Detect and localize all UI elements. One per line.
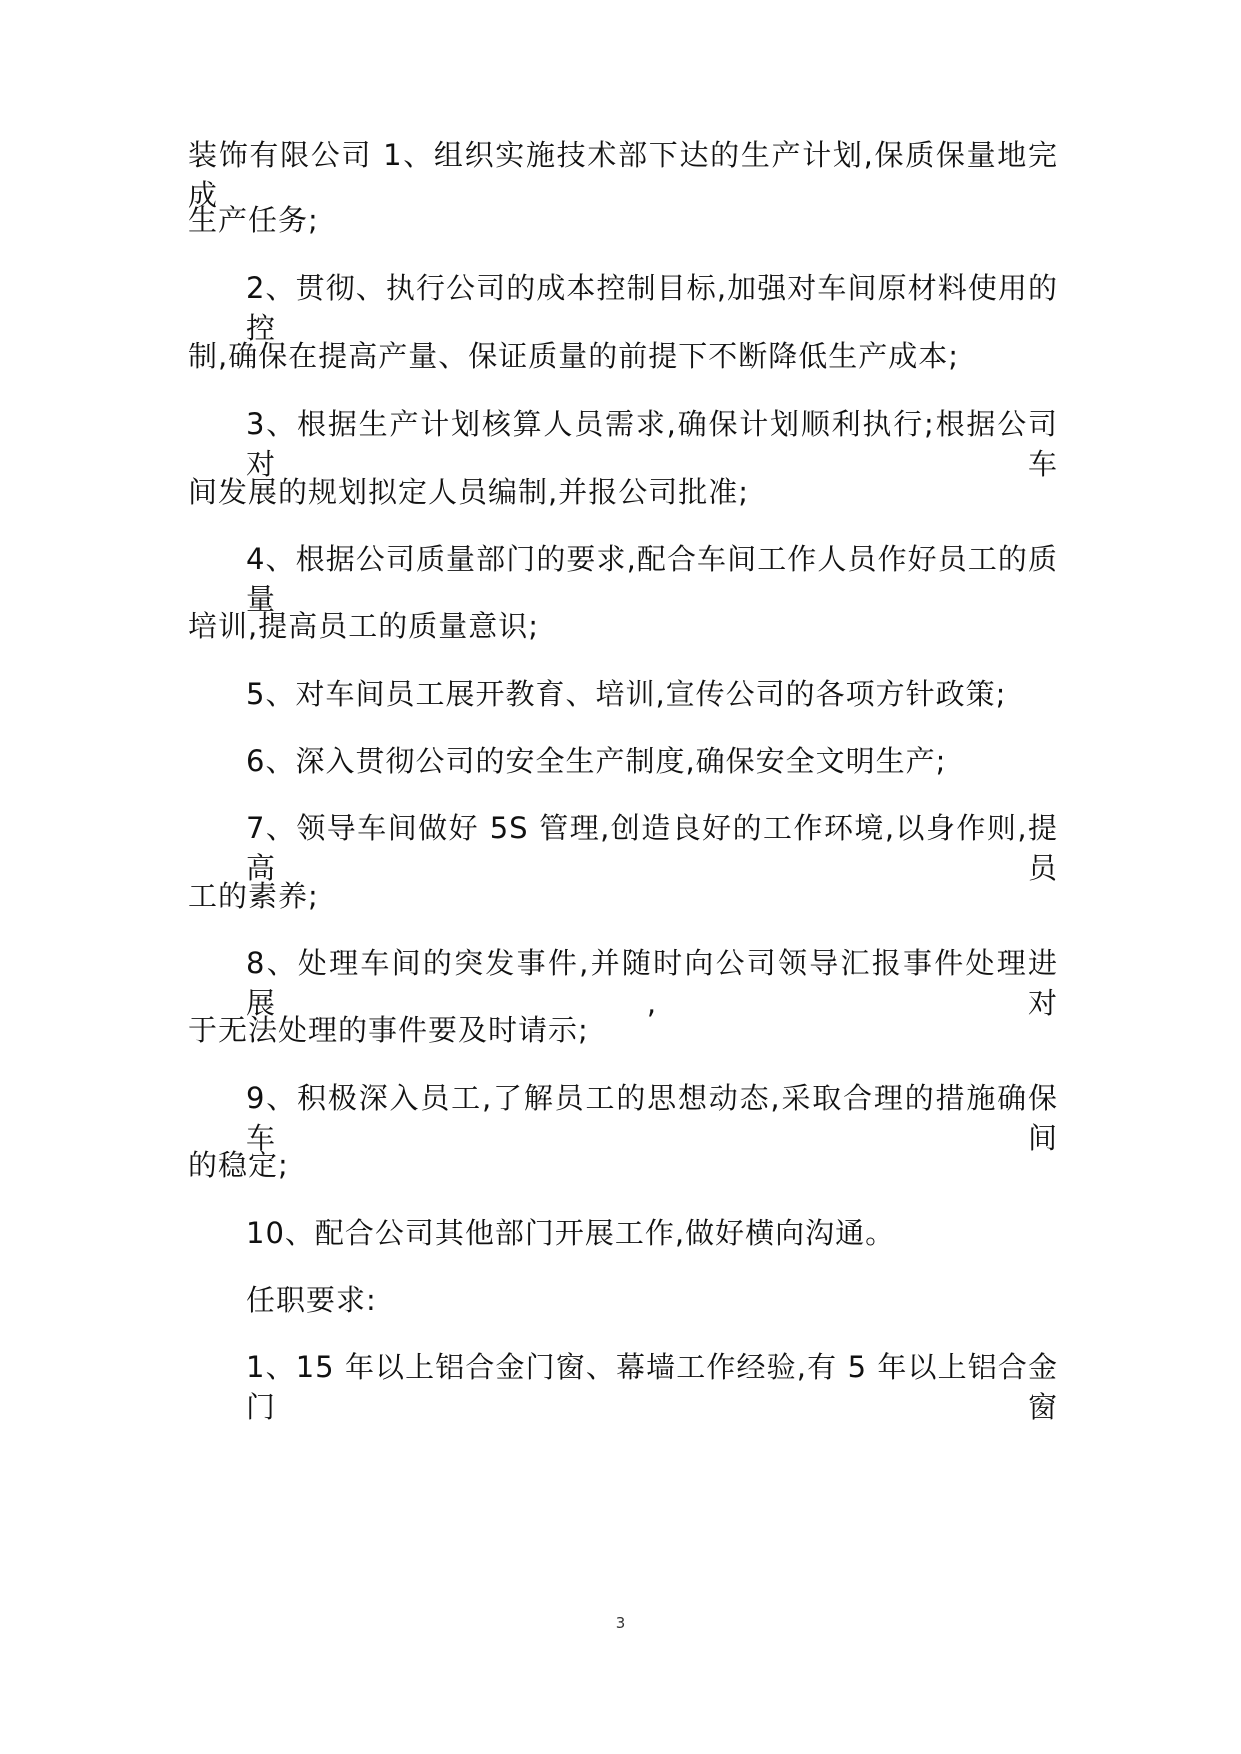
text-line: 2、贯彻、执行公司的成本控制目标,加强对车间原材料使用的控 bbox=[246, 271, 1058, 345]
page-number: 3 bbox=[615, 1614, 626, 1632]
text-line: 3、根据生产计划核算人员需求,确保计划顺利执行;根据公司对车 bbox=[246, 407, 1058, 481]
text-line: 1、15 年以上铝合金门窗、幕墙工作经验,有 5 年以上铝合金门窗 bbox=[246, 1350, 1058, 1424]
text-line: 生产任务; bbox=[188, 203, 319, 237]
text-line: 7、领导车间做好 5S 管理,创造良好的工作环境,以身作则,提高员 bbox=[246, 811, 1058, 885]
text-line: 9、积极深入员工,了解员工的思想动态,采取合理的措施确保车间 bbox=[246, 1081, 1058, 1155]
text-line: 装饰有限公司 1、组织实施技术部下达的生产计划,保质保量地完成 bbox=[188, 138, 1058, 212]
text-line: 培训,提高员工的质量意识; bbox=[188, 609, 539, 643]
text-line: 制,确保在提高产量、保证质量的前提下不断降低生产成本; bbox=[188, 339, 959, 373]
text-line: 任职要求: bbox=[246, 1283, 377, 1317]
text-line: 于无法处理的事件要及时请示; bbox=[188, 1013, 589, 1047]
text-line: 10、配合公司其他部门开展工作,做好横向沟通。 bbox=[246, 1216, 896, 1250]
text-line: 的稳定; bbox=[188, 1148, 289, 1182]
text-line: 5、对车间员工展开教育、培训,宣传公司的各项方针政策; bbox=[246, 677, 1007, 711]
text-line: 8、处理车间的突发事件,并随时向公司领导汇报事件处理进展,对 bbox=[246, 946, 1058, 1020]
text-line: 间发展的规划拟定人员编制,并报公司批准; bbox=[188, 475, 749, 509]
text-line: 4、根据公司质量部门的要求,配合车间工作人员作好员工的质量 bbox=[246, 542, 1058, 616]
text-line: 工的素养; bbox=[188, 879, 319, 913]
text-line: 6、深入贯彻公司的安全生产制度,确保安全文明生产; bbox=[246, 744, 947, 778]
